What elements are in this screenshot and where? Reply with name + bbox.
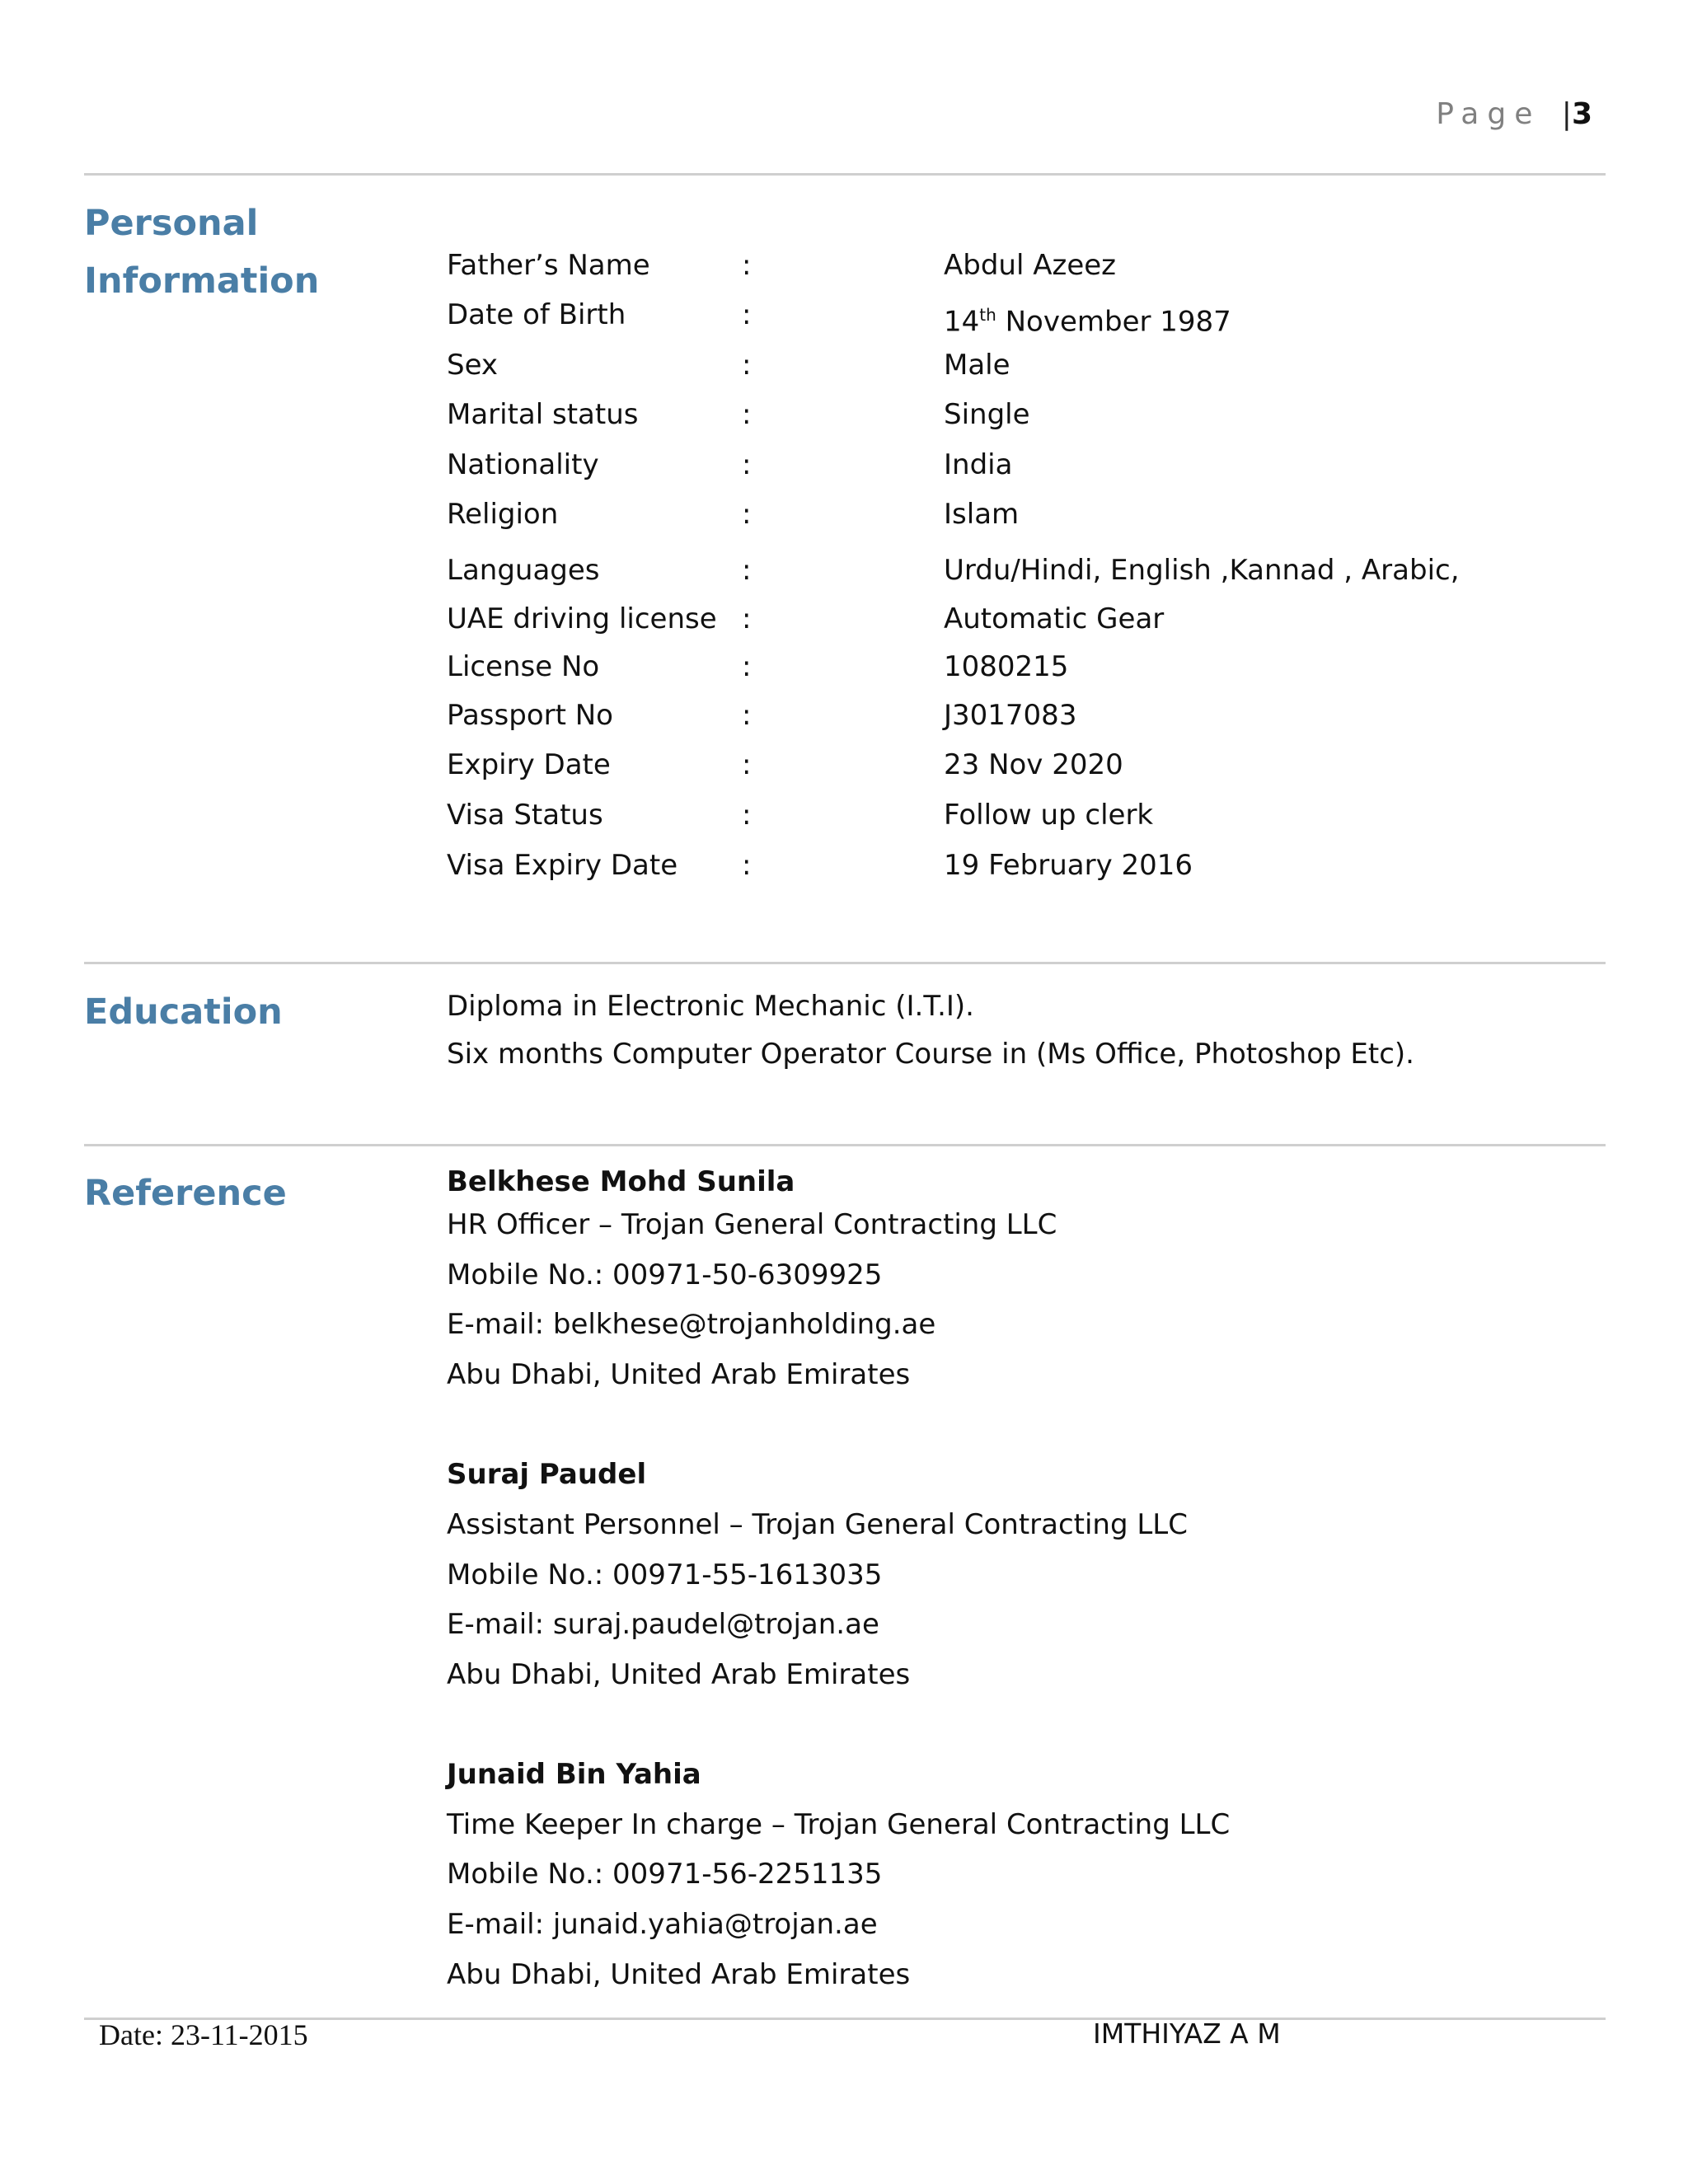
reference-mobile: Mobile No.: 00971-56-2251135 [447,1858,883,1891]
personal-row [0,642,1688,691]
row-label: Religion [447,498,559,531]
row-value: Single [944,398,1030,431]
row-label: UAE driving license [447,602,717,635]
dob-day: 14 [944,305,980,339]
personal-row [0,594,1688,644]
footer-name: IMTHIYAZ A M [1093,2018,1281,2050]
row-colon: : [742,699,752,732]
page-separator: | [1561,97,1572,131]
dob-rest: November 1987 [996,305,1231,339]
education-title: Education [84,991,283,1033]
reference-name: Junaid Bin Yahia [447,1758,701,1791]
row-label: Visa Status [447,799,603,832]
personal-row [0,290,1688,340]
reference-location: Abu Dhabi, United Arab Emirates [447,1958,911,1991]
personal-row [0,841,1688,890]
personal-row [0,691,1688,740]
personal-row [0,440,1688,490]
row-colon: : [742,398,752,431]
row-label: Marital status [447,398,639,431]
row-colon: : [742,498,752,531]
personal-row [0,740,1688,790]
row-value: Abdul Azeez [944,249,1117,282]
divider-education [84,962,1606,964]
personal-row [0,546,1688,595]
row-value [944,290,1231,346]
dob-suffix: th [979,305,996,325]
row-label: Date of Birth [447,298,626,331]
row-colon: : [742,650,752,683]
row-colon: : [742,448,752,481]
row-colon: : [742,602,752,635]
row-label: Sex [447,349,499,382]
row-value: Islam [944,498,1020,531]
personal-row [0,790,1688,840]
row-value: Automatic Gear [944,602,1165,635]
reference-position: HR Officer – Trojan General Contracting LLC [447,1208,1057,1241]
divider-reference [84,1144,1606,1146]
personal-row [0,490,1688,539]
personal-title-line2: Information [84,260,320,302]
reference-mobile: Mobile No.: 00971-55-1613035 [447,1558,883,1591]
page-header [1436,97,1592,131]
row-label: Languages [447,554,600,587]
page-word: Page [1436,97,1541,131]
row-label: License No [447,650,600,683]
divider-footer [84,2018,1606,2020]
reference-name: Belkhese Mohd Sunila [447,1165,795,1198]
row-colon: : [742,554,752,587]
row-value: 23 Nov 2020 [944,748,1123,781]
reference-location: Abu Dhabi, United Arab Emirates [447,1658,911,1691]
row-label: Passport No [447,699,613,732]
row-colon: : [742,298,752,331]
divider-top [84,173,1606,176]
row-colon: : [742,849,752,882]
education-line: Six months Computer Operator Course in (Ms Office, Photoshop Etc). [447,1038,1414,1071]
row-value: Urdu/Hindi, English ,Kannad , Arabic, [944,554,1460,587]
row-label: Nationality [447,448,599,481]
reference-position: Time Keeper In charge – Trojan General Contracting LLC [447,1808,1231,1841]
reference-name: Suraj Paudel [447,1458,647,1491]
row-label: Father’s Name [447,249,650,282]
reference-title: Reference [84,1173,287,1214]
reference-email: E-mail: belkhese@trojanholding.ae [447,1308,936,1341]
reference-email: E-mail: junaid.yahia@trojan.ae [447,1908,878,1941]
reference-mobile: Mobile No.: 00971-50-6309925 [447,1258,883,1291]
reference-location: Abu Dhabi, United Arab Emirates [447,1358,911,1391]
row-value: India [944,448,1013,481]
row-colon: : [742,349,752,382]
reference-email: E-mail: suraj.paudel@trojan.ae [447,1608,879,1641]
personal-row [0,340,1688,390]
row-colon: : [742,249,752,282]
footer-date: Date: 23-11-2015 [99,2018,308,2051]
personal-row [0,241,1688,290]
row-value: 1080215 [944,650,1069,683]
page-number: 3 [1571,97,1592,131]
row-value: Follow up clerk [944,799,1154,832]
personal-title-line1: Personal [84,203,259,244]
row-value: Male [944,349,1010,382]
education-line: Diploma in Electronic Mechanic (I.T.I). [447,990,974,1023]
row-label: Expiry Date [447,748,611,781]
personal-row [0,390,1688,439]
row-value: J3017083 [944,699,1077,732]
row-colon: : [742,799,752,832]
row-colon: : [742,748,752,781]
row-label: Visa Expiry Date [447,849,678,882]
row-value: 19 February 2016 [944,849,1193,882]
reference-position: Assistant Personnel – Trojan General Contracting LLC [447,1508,1188,1541]
